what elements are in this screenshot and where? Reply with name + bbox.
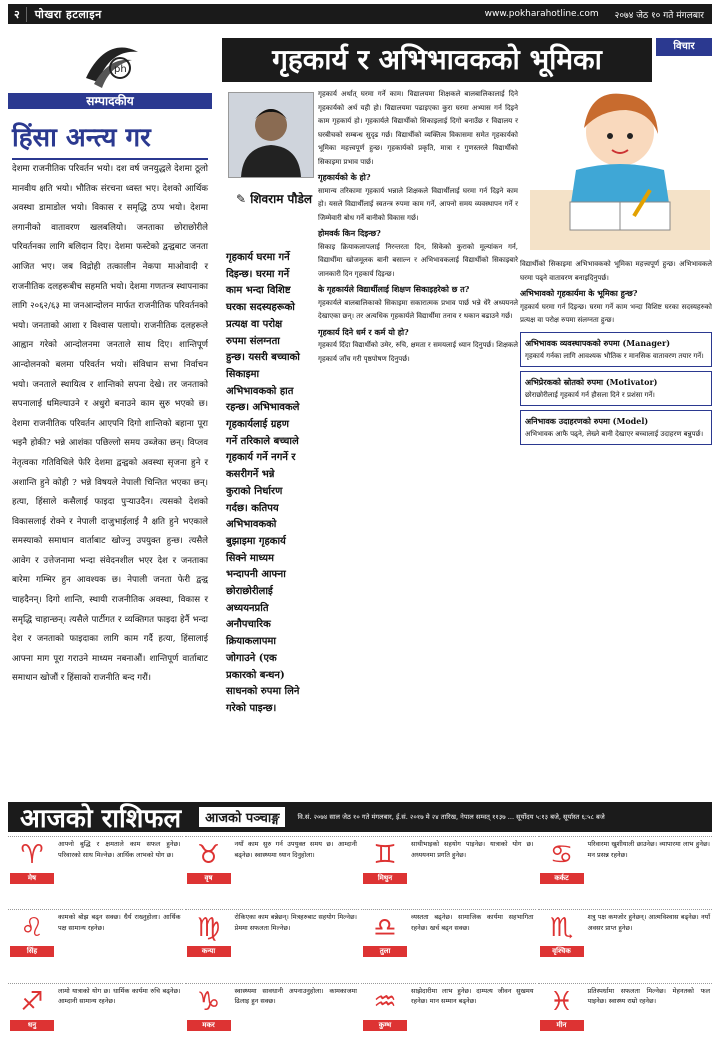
panchang-text: वि.सं. २०७४ साल जेठ १० गते मंगलबार, ई.सं. २०१७ मे २४ तारिख, नेपाल सम्वत् ११३७ ... सूर्योदय ५:१३ बजे, सूर्यास्त ६:५८ बजे — [297, 812, 605, 821]
issue-date: २०७४ जेठ १० गते मंगलबार — [614, 10, 704, 21]
sign-name: मीन — [540, 1020, 584, 1031]
horoscope-cell — [361, 836, 536, 907]
virgo-icon: ♍ — [196, 913, 221, 944]
editorial-body: देशमा राजनीतिक परिवर्तन भयो। दश वर्ष जनयुद्धले देशमा ठूलो मानवीय क्षति भयो। भौतिक संरचना ध्वस्त भए। देशको आर्थिक अवस्था डामाडोल भयो। विकास र समृद्धि ठप्प भयो। देशमा लगानीको वातावरण खलबलियो। जनताका छोराछोरीले परिवर्तनका लागि बलिदान दिए। देशमा फस्टेको द्वन्द्वबाट जनता आजित भए। जब विद्रोही तत्कालीन नेकपा माओवादी र राजनीतिक दलहरूबीच सहमति भयो। देशमा गणतन्त्र स्थापनाका लागि २०६२/६३ मा जनआन्दोलन मार्फत राजनीतिक परिवर्तनको भयो। जनताको आशा र विश्वास पलायो। राजनीतिक दलहरूले आह्वान गरेको आन्दोलनमा जनताले साथ दिए। शान्तिपूर्ण आन्दोलनको बलमा परिवर्तन भयो। संविधान सभा निर्वाचन भयो। जनताले स्थायित्व र शान्तिको सपना देखे। तर जनताको सपनालाई धमिल्याउने र अधुरो बनाउने काम सुरु भएको छ। देशमा राजनीतिक परिवर्तन आएपनि दिगो शान्तिको बहाना पूरा भइनै होकी? भन्ने आशंका पछिल्लो समय उब्जेका छन्। विप्लव नेतृत्वका गतिविधिले फेरि देशमा द्वन्द्वको अवस्था सृजना हुने र अशान्ति हुने कोही ? भन्ने विषयले नेपाली चिन्तित भएका छन्। हत्या, हिंसाले कसैलाई फाइदा पुऱ्याउदैन। त्यसको देशको विकासलाई रोक्ने र नेपाली दाजुभाईलाई नै क्षति हुने भएकाले समस्याको समाधान वार्ताबाट खोज्नु उपयुक्त हुन्छ। त्यसैले आवेग र उत्तेजनामा भन्दा संवेदनशील भएर देश र जनताका बारेमा गम्भिर हुन आवश्यक छ। नेपाली जनता फेरी द्वन्द्व चाहदैनन्। दिगो शान्ति, स्थायी राजनीतिक अवस्था, विकास र समृद्धि चाहान्छन्। त्यसैले पार्टीगत र व्यक्तिगत फाइदा हेर्नै भन्दा देश र जनताको फाइदाका लागि काम गर्दै हत्या, हिंसालाई आफ्ना माग पूरा गराउने माध्यम नबनाऔं। शान्तिपूर्ण वार्ताबाट समाधान खोजौं र हिंसाको राजनीति बन्द गरौं। — [12, 164, 208, 684]
pisces-icon: ♓ — [549, 986, 574, 1017]
sagittarius-icon: ♐ — [20, 986, 44, 1017]
role-body: गृहकार्य गर्नका लागि आवश्यक भौतिक र मानसिक वातावरण तयार गर्ने। — [525, 352, 704, 360]
author-name — [236, 190, 330, 207]
subheading: गृहकार्यको के हो? — [318, 172, 371, 182]
subheading: के गृहकार्यले विद्यार्थीलाई शिक्षण सिकाइहरेको छ त? — [318, 284, 470, 294]
gemini-icon: ♊ — [373, 840, 397, 870]
horoscope-cell — [185, 983, 360, 1054]
sign-name: कन्या — [187, 946, 231, 957]
subheading: गृहकार्य दिने धर्म र कर्म यो हो? — [318, 326, 409, 337]
horoscope-cell — [8, 983, 183, 1054]
sign-name: मकर — [187, 1020, 231, 1031]
author-photo — [228, 92, 314, 178]
article-paragraph: सामान्य तरिकामा गृहकार्य भन्नाले शिक्षकले विद्यार्थीलाई घरमा गर्न दिइने काम हो। यसले विद्यार्थीलाई स्वतन्त्र रुपमा काम गर्ने, आफ्नो समय व्यवस्थापन गर्ने र जिम्मेवारी बोध गर्ने बानीको विकास गर्छ। — [318, 186, 518, 222]
article-title: गृहकार्य र अभिभावकको भूमिका — [222, 38, 652, 82]
sign-name: धनु — [10, 1020, 54, 1031]
role-title: अनिभावक उदाहरणको रुपमा (Model) — [525, 415, 649, 426]
sign-text: साझेदारीमा लाभ हुनेछ। दाम्पत्य जीवन सुखमय रहनेछ। मान सम्मान बढ्नेछ। — [411, 986, 534, 1006]
sign-text: आफ्नो बुद्धि र क्षमताले काम सफल हुनेछ। परिवारको साथ मिल्नेछ। आर्थिक लाभको योग छ। — [58, 840, 181, 859]
article-intro: गृहकार्य अर्थात् घरमा गर्ने काम। विद्यालयमा शिक्षकले बालबालिकालाई दिने गृहकार्यको अर्थ यही हो। विद्यालयमा पढाइएका कुरा घरमा अभ्यास गर्न दिइने काम गृहकार्य हो। गृहकार्यले विद्यार्थीको सिकाइलाई दिगो बनाउँछ र विद्यालय र घरबीचको सम्बन्ध सुदृढ गर्छ। विद्यार्थीको व्यक्तित्व विकासमा समेत गृहकार्यको भूमिका महत्त्वपूर्ण हुन्छ। गृहकार्यको प्रकृति, मात्रा र गुणस्तरले विद्यार्थीको सिकाइमा प्रभाव पार्छ। — [318, 90, 518, 166]
article-column-3 — [520, 258, 712, 449]
role-title: अभिभावक व्यवस्थापकको रुपमा (Manager) — [525, 337, 671, 348]
sign-name: कर्कट — [540, 873, 584, 884]
role-box-model — [520, 410, 712, 445]
child-studying-illustration — [530, 70, 710, 250]
taurus-icon: ♉ — [196, 840, 221, 870]
horoscope-header — [8, 802, 712, 832]
role-body: छोराछोरीलाई गृहकार्य गर्न हौसला दिने र प्रशंसा गर्ने। — [525, 391, 655, 399]
libra-icon: ♎ — [373, 913, 397, 944]
role-box-manager — [520, 332, 712, 367]
horoscope-cell — [361, 983, 536, 1054]
article-paragraph: गृहकार्यले बालबालिकाको सिकाइमा सकारात्मक प्रभाव पार्छ भन्ने धेरै अध्ययनले देखाएका छन्। तर अत्यधिक गृहकार्यले विद्यार्थीमा तनाव र थकान बढाउने गर्छ। — [318, 298, 518, 320]
sign-name: मिथुन — [363, 873, 407, 884]
sign-text: रोकिएका काम बन्नेछन्। मित्रहरुबाट सहयोग मिल्नेछ। प्रेममा सफलता मिल्नेछ। — [234, 913, 357, 932]
role-box-motivator — [520, 371, 712, 406]
page-number: २ — [8, 7, 27, 22]
subheading: होमवर्क किन दिइन्छ? — [318, 228, 381, 238]
horoscope-cell — [538, 983, 713, 1054]
sign-name: मेष — [10, 873, 54, 884]
article-paragraph: सिकाइ क्रियाकलापलाई निरन्तरता दिन, सिकेको कुराको मूल्यांकन गर्न, विद्यार्थीमा खोजमूलक बानी बसाल्न र अभिभावकलाई विद्यार्थीको सिकाइबारे जानकारी दिन गृहकार्य दिइन्छ। — [318, 242, 518, 278]
editorial-title: हिंसा अन्त्य गर — [12, 118, 208, 160]
sign-name: तुला — [363, 946, 407, 957]
pen-icon: ✎ — [236, 192, 251, 206]
sign-name: वृष — [187, 873, 231, 884]
role-body: अभिभावक आफै पढ्ने, लेख्ने बानी देखाएर बच्चालाई उदाहरण बन्नुपर्छ। — [525, 430, 704, 438]
publication-name: पोखरा हटलाइन — [34, 7, 102, 21]
sign-name: सिंह — [10, 946, 54, 957]
sign-text: लामो यात्राको योग छ। धार्मिक कार्यमा रुचि बढ्नेछ। आम्दानी सामान्य रहनेछ। — [58, 986, 181, 1006]
subheading: अभिभावको गृहकार्यमा के भूमिका हुन्छ? — [520, 288, 638, 298]
page-header — [8, 4, 712, 24]
sign-text: व्यस्तता बढ्नेछ। सामाजिक कार्यमा सहभागिता रहनेछ। खर्च बढ्न सक्छ। — [411, 913, 534, 932]
sign-text: शत्रु पक्ष कमजोर हुनेछन्। आत्मविश्वास बढ्नेछ। नयाँ अवसर प्राप्त हुनेछ। — [587, 913, 710, 932]
aries-icon: ♈ — [20, 840, 44, 870]
leo-icon: ♌ — [20, 913, 44, 944]
horoscope-cell — [8, 836, 183, 907]
horoscope-cell — [185, 909, 360, 980]
horoscope-cell — [361, 909, 536, 980]
svg-text:ph: ph — [114, 64, 127, 75]
role-title: अभिप्रेरकको स्रोतको रुपमा (Motivator) — [525, 376, 658, 387]
sign-text: प्रतिस्पर्धामा सफलता मिल्नेछ। मेहनतको फल पाइनेछ। स्वास्थ्य राम्रो रहनेछ। — [587, 986, 710, 1006]
sign-name: वृश्चिक — [540, 946, 584, 957]
pull-quote: गृहकार्य घरमा गर्ने दिइन्छ। घरमा गर्ने काम भन्दा विशिष्ट घरका सदस्यहरूको प्रत्यक्ष वा परोक्ष रुपमा संलग्नता हुन्छ। यसरी बच्चाको सिकाइमा अभिभावकको हात रहन्छ। अभिभावकले गृहकार्यलाई ग्रहण गर्ने तरिकाले बच्चाले गृहकार्य गर्ने नगर्ने र कसरीगर्ने भन्ने कुराको निर्धारण गर्दछ। कतिपय अभिभावकको बुझाइमा गृहकार्य सिक्ने माध्यम भन्दापनी आफ्ना छोराछोरीलाई अध्ययनप्रति अनौपचारिक क्रियाकलापमा जोगाउने (एक प्रकारको बन्धन) साधनको रुपमा लिने गरेको पाइन्छ। — [226, 252, 300, 714]
sign-text: नयाँ काम सुरु गर्न उपयुक्त समय छ। आम्दानी बढ्नेछ। स्वास्थ्यमा ध्यान दिनुहोला। — [234, 840, 357, 859]
horoscope-cell — [8, 909, 183, 980]
hotline-logo-icon — [80, 38, 144, 94]
scorpio-icon: ♏ — [549, 913, 574, 944]
article-column-2 — [318, 88, 518, 366]
author-name-text: शिवराम पौडेल — [250, 192, 313, 206]
section-tag: विचार — [656, 38, 712, 56]
sign-text: परिवारमा खुशीयाली छाउनेछ। व्यापारमा लाभ हुनेछ। मन प्रसन्न रहनेछ। — [587, 840, 710, 859]
sign-text: कामको बोझ बढ्न सक्छ। धैर्य राख्नुहोला। आर्थिक पक्ष सामान्य रहनेछ। — [58, 913, 181, 932]
aquarius-icon: ♒ — [373, 986, 397, 1017]
article-paragraph: गृहकार्य दिँदा विद्यार्थीको उमेर, रुचि, क्षमता र समयलाई ध्यान दिनुपर्छ। शिक्षकले गृहकार्य जाँच गरी पृष्ठपोषण दिनुपर्छ। — [318, 341, 518, 363]
cancer-icon: ♋ — [549, 840, 574, 870]
sign-text: साथीभाइको सहयोग पाइनेछ। यात्राको योग छ। अध्ययनमा प्रगति हुनेछ। — [411, 840, 534, 859]
sign-text: स्वास्थ्यमा सावधानी अपनाउनुहोला। कामकाजमा ढिलाइ हुन सक्छ। — [234, 986, 357, 1006]
capricorn-icon: ♑ — [196, 986, 221, 1017]
horoscope-cell — [538, 836, 713, 907]
editorial-section-bar: सम्पादकीय — [8, 93, 212, 109]
website-url[interactable]: www.pokharahotline.com — [484, 9, 599, 19]
article-paragraph: विद्यार्थीको सिकाइमा अभिभावकको भूमिका महत्त्वपूर्ण हुन्छ। अभिभावकले घरमा पढ्ने वातावरण बनाइदिनुपर्छ। — [520, 260, 712, 282]
panchang-title: आजको पञ्चाङ्ग — [199, 807, 285, 827]
sign-name: कुम्भ — [363, 1020, 407, 1031]
horoscope-title: आजको राशिफल — [20, 804, 182, 834]
horoscope-cell — [538, 909, 713, 980]
horoscope-cell — [185, 836, 360, 907]
article-paragraph: गृहकार्य घरमा गर्न दिइन्छ। घरमा गर्ने काम भन्दा विशिष्ट घरका सदस्यहरुको प्रत्यक्ष वा परोक्ष रुपमा संलग्नता हुन्छ। — [520, 302, 712, 324]
horoscope-grid — [8, 836, 712, 1054]
person-icon — [229, 93, 313, 177]
